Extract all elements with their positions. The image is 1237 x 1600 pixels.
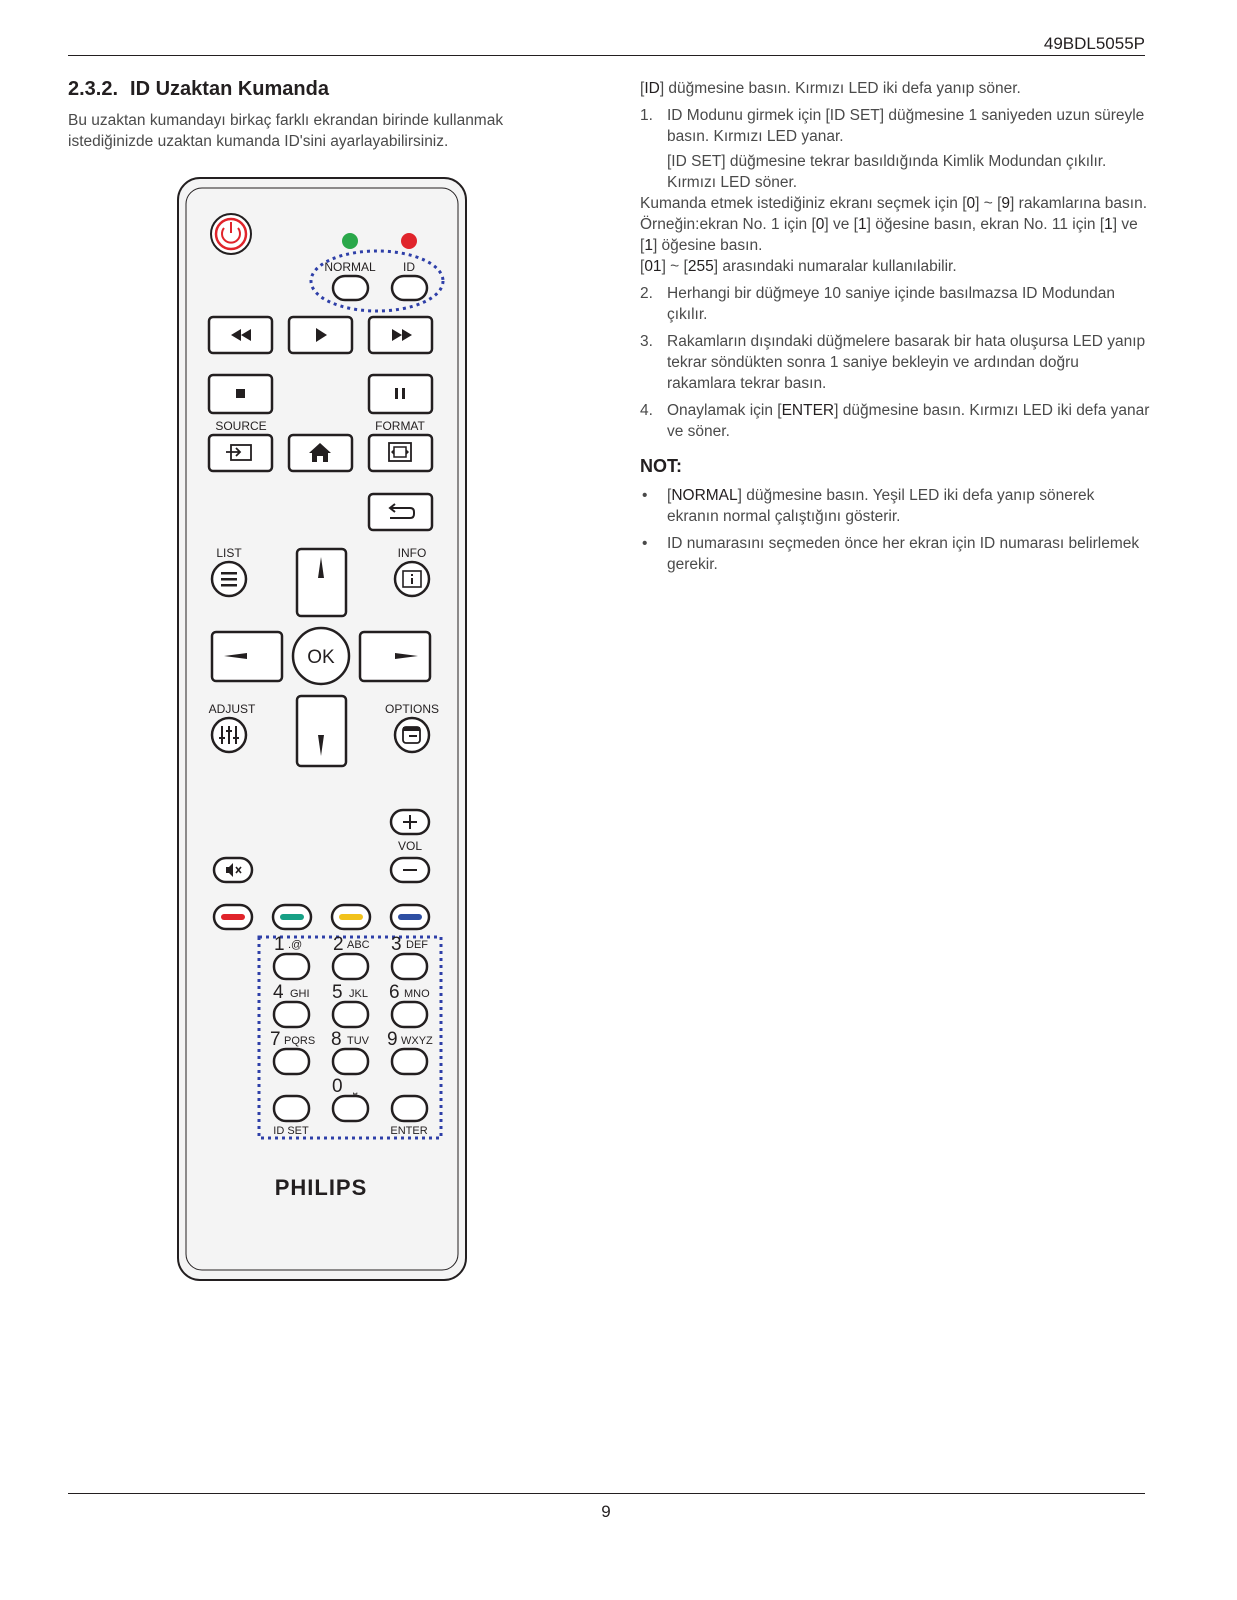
key-4-button <box>274 1002 309 1027</box>
philips-logo: PHILIPS <box>274 1175 368 1200</box>
key-8-button <box>333 1049 368 1074</box>
key-2-letters: ABC <box>347 939 370 951</box>
id-button <box>392 276 427 300</box>
key-4-letters: GHI <box>290 988 310 1000</box>
red-led <box>401 233 417 249</box>
example-text: Örneğin:ekran No. 1 için [0] ve [1] öğesine basın, ekran No. 11 için [1] ve [1] öğesine basın. <box>640 216 1138 254</box>
id-set-label: ID SET <box>273 1125 309 1137</box>
id-set-button <box>274 1096 309 1121</box>
key-7-letters: PQRS <box>284 1035 316 1047</box>
note-bullet-2: • ID numarasını seçmeden önce her ekran için ID numarası belirlemek gerekir. <box>642 535 1140 573</box>
key-5-letters: JKL <box>349 988 368 1000</box>
key-8-digit: 8 <box>331 1029 342 1050</box>
power-icon <box>211 214 251 254</box>
note-bullet-1: • [NORMAL] düğmesine basın. Yeşil LED iki defa yanıp sönerek ekranın normal çalıştığını gösterir. <box>642 487 1095 525</box>
key-6-button <box>392 1002 427 1027</box>
id-press-line: [ID] düğmesine basın. Kırmızı LED iki defa yanıp söner. <box>640 80 1021 97</box>
key-1-letters: .@ <box>288 939 303 951</box>
red-key <box>214 905 252 929</box>
intro-text: Bu uzaktan kumandayı birkaç farklı ekrandan birinde kullanmak istediğinizde uzaktan kumanda ID'sini ayarlayabilirsiniz. <box>68 112 504 150</box>
stop-icon <box>236 389 245 398</box>
green-led <box>342 233 358 249</box>
format-button <box>369 435 432 471</box>
info-label: INFO <box>397 546 427 560</box>
key-3-button <box>392 954 427 979</box>
pause-button <box>369 375 432 413</box>
adjust-icon <box>219 726 239 744</box>
key-5-button <box>333 1002 368 1027</box>
key-4-digit: 4 <box>273 982 284 1003</box>
vol-label: VOL <box>397 839 423 853</box>
step-4: 4. Onaylamak için [ENTER] düğmesine basın. Kırmızı LED iki defa yanar ve söner. <box>640 402 1150 440</box>
footer-rule <box>68 1493 1145 1494</box>
green-key <box>273 905 311 929</box>
key-2-button <box>333 954 368 979</box>
blue-key <box>391 905 429 929</box>
key-9-letters: WXYZ <box>401 1035 433 1047</box>
step-2: 2. Herhangi bir düğmeye 10 saniye içinde basılmazsa ID Modundan çıkılır. <box>640 285 1116 323</box>
key-1-button <box>274 954 309 979</box>
back-button <box>369 494 432 530</box>
key-3-letters: DEF <box>406 939 428 951</box>
source-button <box>209 435 272 471</box>
key-8-letters: TUV <box>347 1035 369 1047</box>
key-5-digit: 5 <box>332 982 343 1003</box>
step-1-subtext: [ID SET] düğmesine tekrar basıldığında Kimlik Modundan çıkılır. Kırmızı LED söner. <box>667 153 1107 191</box>
instructions-column <box>640 78 1150 575</box>
adjust-label: ADJUST <box>208 702 256 716</box>
step-3: 3. Rakamların dışındaki düğmelere basarak bir hata oluşursa LED yanıp tekrar söndükten sonra 1 saniye bekleyin ve ardından doğru rakamlara tekrar basın. <box>640 333 1146 392</box>
key-3-digit: 3 <box>391 934 402 955</box>
source-label: SOURCE <box>215 419 267 433</box>
key-1-digit: 1 <box>274 934 285 955</box>
id-label: ID <box>403 260 415 274</box>
down-button <box>297 696 346 766</box>
options-label: OPTIONS <box>384 702 440 716</box>
key-6-letters: MNO <box>404 988 430 1000</box>
normal-button <box>333 276 368 300</box>
key-9-digit: 9 <box>387 1029 398 1050</box>
select-screen-text: Kumanda etmek istediğiniz ekranı seçmek için [0] ~ [9] rakamlarına basın. <box>640 195 1148 212</box>
enter-label: ENTER <box>390 1125 428 1137</box>
yellow-key <box>332 905 370 929</box>
range-text: [01] ~ [255] arasındaki numaralar kullanılabilir. <box>640 258 957 275</box>
list-label: LIST <box>216 546 242 560</box>
key-7-digit: 7 <box>270 1029 281 1050</box>
section-title: ID Uzaktan Kumanda <box>130 78 329 100</box>
page-number: 9 <box>601 1502 611 1521</box>
key-7-button <box>274 1049 309 1074</box>
normal-label: NORMAL <box>324 260 376 274</box>
key-0-button <box>333 1096 368 1121</box>
list-icon <box>221 572 237 587</box>
key-9-button <box>392 1049 427 1074</box>
key-0-letters: ⎵ <box>353 1083 358 1095</box>
note-heading: NOT: <box>640 456 682 476</box>
up-button <box>297 549 346 616</box>
key-2-digit: 2 <box>333 934 344 955</box>
enter-button <box>392 1096 427 1121</box>
model-number: 49BDL5055P <box>1043 34 1145 53</box>
format-label: FORMAT <box>375 419 425 433</box>
key-6-digit: 6 <box>389 982 400 1003</box>
section-number: 2.3.2. <box>68 78 119 100</box>
key-0-digit: 0 <box>332 1076 343 1097</box>
step-1: 1. ID Modunu girmek için [ID SET] düğmesine 1 saniyeden uzun süreyle basın. Kırmızı LED yanar. <box>640 107 1145 145</box>
ok-label: OK <box>307 647 335 668</box>
